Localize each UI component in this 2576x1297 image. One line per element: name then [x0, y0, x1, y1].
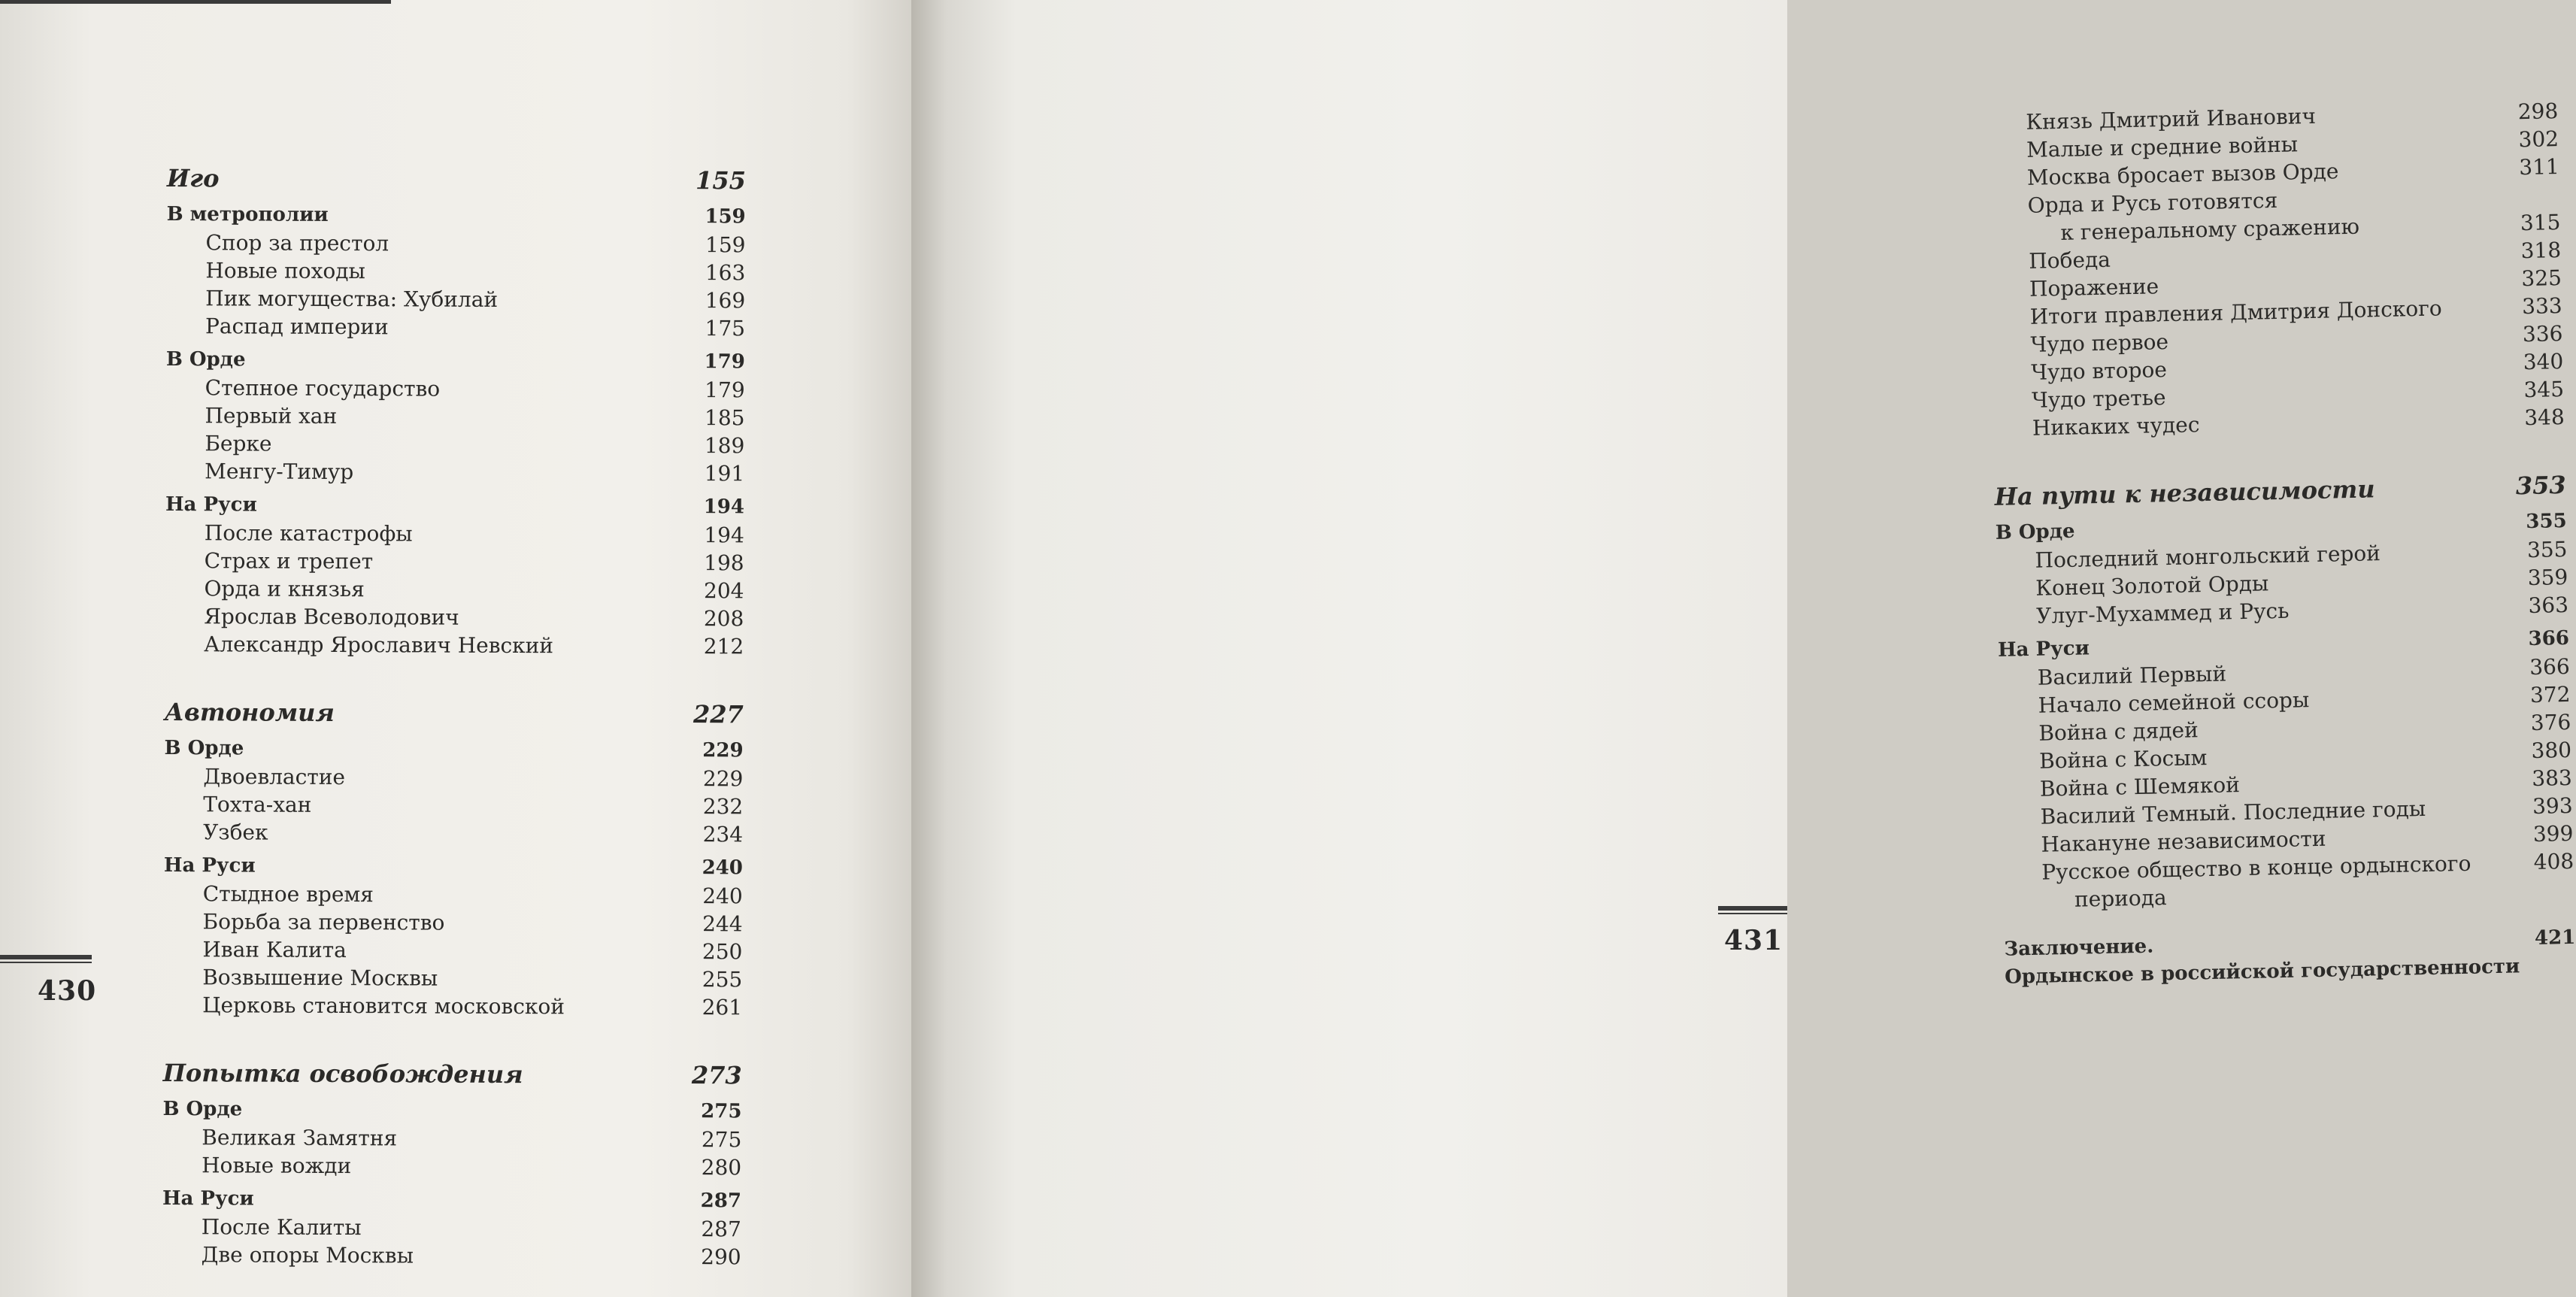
toc-entry-title: Орда и князья [204, 576, 365, 602]
toc-entry-page: 250 [702, 939, 743, 965]
toc-entry [165, 402, 744, 432]
toc-entry-title: После Калиты [201, 1214, 362, 1241]
toc-entry-page: 275 [701, 1127, 742, 1153]
toc-part-heading-title: Автономия [164, 697, 335, 727]
toc-entry-page: 287 [701, 1217, 741, 1242]
toc-entry [162, 1123, 741, 1153]
toc-section-heading [165, 735, 744, 765]
toc-entry-title: Страх и трепет [204, 548, 374, 574]
toc-entry-page: 208 [703, 606, 744, 632]
toc-entry-page: 194 [704, 523, 744, 548]
toc-entry [164, 818, 743, 848]
toc-entry [162, 1151, 741, 1181]
toc-entry-page: 399 [2532, 820, 2574, 847]
toc-entry [165, 429, 744, 459]
right-page-number: 431 [1724, 925, 1784, 956]
toc-entry-title: Конец Золотой Орды [2035, 571, 2269, 601]
toc-entry [166, 284, 745, 314]
toc-entry [164, 790, 743, 820]
toc-entry [165, 457, 744, 487]
toc-entry [165, 630, 744, 660]
toc-section-heading-title: В Орде [162, 1097, 243, 1121]
toc-entry-title: Две опоры Москвы [201, 1242, 414, 1268]
toc-entry-title: Пик могущества: Хубилай [205, 286, 499, 312]
toc-entry-page: 232 [702, 794, 744, 820]
toc-entry-title: Новые походы [205, 258, 365, 284]
page-number-rule-thin [0, 962, 92, 963]
toc-part-heading-title: Иго [166, 163, 220, 193]
toc-entry-title: Тохта-хан [203, 792, 312, 817]
toc-entry-title: Борьба за первенство [202, 909, 445, 935]
toc-entry-page: 240 [702, 883, 743, 909]
toc-entry-page: 408 [2533, 848, 2574, 874]
toc-entry-title: Стыдное время [202, 881, 374, 908]
toc-section-heading [162, 1185, 741, 1215]
toc-part-heading-title: На пути к независимости [1994, 474, 2375, 511]
toc-entry-title: Победа [2028, 247, 2111, 274]
toc-entry-page: 261 [702, 995, 743, 1020]
toc-entry-title: Князь Дмитрий Иванович [2026, 103, 2317, 135]
toc-entry-title: Накануне независимости [2041, 826, 2326, 857]
toc-entry-title: После катастрофы [204, 520, 413, 547]
toc-entry-title: Менгу-Тимур [205, 459, 354, 485]
toc-entry-page: 318 [2520, 238, 2562, 264]
toc-entry-page: 348 [2523, 404, 2565, 431]
toc-entry-title: Орда и Русь готовятся [2027, 187, 2278, 218]
toc-entry-page: 372 [2529, 681, 2571, 708]
toc-entry-page: 159 [705, 232, 746, 258]
toc-entry-title: Церковь становится московской [202, 992, 565, 1020]
toc-entry-title: Итоги правления Дмитрия Донского [2029, 295, 2443, 329]
toc-entry [166, 256, 745, 286]
toc-entry-page: 169 [705, 288, 746, 314]
toc-part-heading [165, 695, 744, 731]
toc-entry-page: 366 [2529, 653, 2571, 680]
toc-entry [163, 991, 742, 1021]
toc-section-heading-page: 229 [702, 739, 744, 762]
toc-section-heading-title: На Руси [162, 1186, 254, 1211]
left-page-number: 430 [38, 975, 97, 1007]
toc-section-heading-title: На Руси [165, 492, 257, 517]
toc-entry-title: Малые и средние войны [2026, 132, 2299, 162]
toc-entry [163, 963, 742, 993]
toc-entry-title: Война с Шемякой [2039, 772, 2241, 802]
toc-section-heading-title: В Орде [165, 347, 246, 371]
toc-entry [162, 1241, 741, 1271]
toc-entry-title: Никаких чудес [2032, 412, 2200, 441]
toc-entry [165, 519, 744, 549]
toc-entry-page: 325 [2521, 265, 2562, 292]
left-table-of-contents [162, 162, 746, 1271]
toc-entry-title: Чудо третье [2031, 385, 2166, 413]
toc-section-heading-page: 287 [700, 1189, 742, 1213]
toc-conclusion-title: Заключение. [2004, 935, 2154, 961]
toc-entry-title: Москва бросает вызов Орде [2026, 159, 2339, 190]
toc-section-heading-page: 355 [2526, 509, 2567, 534]
toc-entry-page: 363 [2528, 592, 2569, 619]
toc-entry-title: Василий Первый [2037, 661, 2227, 690]
toc-entry [163, 935, 742, 965]
toc-section-heading-page: 366 [2528, 626, 2570, 651]
toc-entry [165, 574, 744, 605]
toc-entry-page: 175 [705, 316, 746, 341]
toc-entry-page: 234 [702, 822, 744, 847]
toc-entry-page: 244 [702, 911, 743, 937]
toc-section-heading [166, 346, 745, 376]
toc-entry-page: 340 [2523, 349, 2564, 375]
toc-conclusion-subtitle-title: Ордынское в российской государственности [2004, 955, 2520, 989]
toc-entry-title: Степное государство [205, 375, 441, 402]
toc-entry [162, 1213, 741, 1243]
toc-section-heading-title: В метрополии [166, 202, 329, 226]
toc-section-heading [162, 1095, 741, 1126]
toc-entry-page: 290 [701, 1244, 741, 1270]
toc-entry-page: 189 [704, 433, 745, 459]
toc-conclusion-page: 421 [2534, 926, 2576, 950]
toc-section-heading-title: В Орде [164, 736, 244, 760]
toc-entry-page: 380 [2531, 737, 2572, 764]
toc-entry-title: Начало семейной ссоры [2038, 687, 2310, 718]
top-edge-strip [0, 0, 391, 4]
toc-entry [164, 762, 743, 792]
left-page [0, 0, 911, 1297]
toc-section-heading-page: 194 [703, 495, 745, 519]
toc-entry-title: Чудо второе [2031, 357, 2168, 385]
toc-entry-title: Ярослав Всеволодович [204, 604, 459, 630]
toc-section-heading [164, 852, 743, 882]
right-page-number-block [1718, 906, 1787, 956]
toc-entry-title: Последний монгольский герой [2035, 541, 2381, 573]
toc-entry-title: Иван Калита [202, 937, 347, 963]
toc-entry-page: 179 [705, 377, 745, 403]
toc-section-heading [167, 201, 746, 231]
toc-entry-title: Узбек [203, 820, 268, 845]
toc-entry-title: к генеральному сражению [2060, 214, 2360, 245]
toc-section-heading-page: 159 [705, 205, 746, 229]
toc-part-heading-page: 353 [2515, 470, 2567, 501]
toc-entry-title: Первый хан [205, 403, 338, 429]
toc-entry-page: 376 [2530, 709, 2571, 736]
toc-section-heading [165, 491, 744, 521]
toc-part-heading [167, 162, 746, 197]
toc-entry [165, 547, 744, 577]
page-number-rule [0, 955, 92, 959]
right-table-of-contents [1987, 97, 2576, 992]
toc-entry-page: 311 [2518, 154, 2560, 180]
toc-entry-title: Новые вожди [202, 1153, 352, 1179]
toc-entry [166, 312, 745, 342]
toc-entry-title: Василий Темный. Последние годы [2040, 795, 2426, 829]
toc-entry-page: 163 [705, 260, 746, 286]
toc-entry-page: 302 [2518, 126, 2559, 153]
toc-entry [164, 908, 743, 938]
toc-entry-title: Великая Замятня [202, 1125, 398, 1151]
toc-entry-title: Александр Ярославич Невский [204, 632, 554, 659]
toc-part-heading [1994, 468, 2566, 514]
page-number-rule-thin [1718, 913, 1787, 914]
toc-entry-title: Улуг-Мухаммед и Русь [2035, 598, 2290, 629]
toc-entry-title: Русское общество в конце ордынского [2041, 850, 2471, 885]
toc-entry [166, 229, 745, 259]
toc-part-heading-page: 273 [691, 1061, 742, 1090]
toc-entry-title: периода [2074, 885, 2167, 912]
toc-entry-page: 333 [2521, 293, 2562, 320]
toc-part-heading [163, 1056, 742, 1092]
toc-entry-page: 315 [2520, 210, 2561, 236]
toc-entry-page: 393 [2532, 792, 2573, 819]
right-page [911, 0, 2576, 1297]
toc-entry-title: Спор за престол [205, 230, 389, 256]
toc-entry-page: 198 [704, 550, 744, 576]
toc-entry-title: Двоевластие [203, 764, 346, 790]
toc-entry-page: 355 [2526, 536, 2568, 563]
toc-section-heading-page: 240 [702, 856, 743, 880]
toc-entry-title: Берке [205, 431, 272, 456]
toc-section-heading-page: 179 [704, 350, 745, 374]
toc-part-heading-page: 155 [696, 166, 746, 195]
toc-entry-page: 185 [704, 405, 745, 431]
toc-entry-title: Возвышение Москвы [202, 965, 438, 991]
toc-entry-page: 255 [702, 967, 743, 992]
toc-entry-page: 229 [702, 766, 744, 792]
left-page-number-block [0, 955, 96, 1007]
toc-entry-title: Поражение [2029, 274, 2159, 302]
toc-entry-page: 298 [2517, 98, 2559, 125]
toc-entry-page: 345 [2523, 377, 2565, 403]
toc-entry-title: Война с дядей [2038, 717, 2199, 746]
toc-section-heading-title: На Руси [163, 853, 256, 877]
toc-entry-title: Чудо первое [2030, 329, 2169, 357]
toc-part-heading-page: 227 [692, 700, 744, 729]
toc-entry [164, 880, 743, 910]
toc-entry-page: 336 [2522, 321, 2563, 347]
toc-entry-title: Война с Косым [2038, 745, 2208, 774]
page-number-rule [1718, 906, 1787, 911]
toc-entry-page: 359 [2527, 564, 2568, 591]
toc-entry-page: 204 [703, 578, 744, 604]
toc-entry-page: 212 [703, 634, 744, 659]
toc-section-heading-title: На Руси [1997, 637, 2090, 662]
toc-entry [165, 602, 744, 632]
toc-section-heading-page: 275 [701, 1100, 742, 1123]
toc-entry-page: 280 [701, 1155, 742, 1180]
toc-entry-page: 383 [2532, 765, 2573, 792]
toc-entry-page: 191 [704, 461, 745, 486]
toc-entry [166, 374, 745, 404]
toc-part-heading-title: Попытка освобождения [162, 1058, 523, 1089]
toc-entry-title: Распад империи [205, 314, 389, 340]
toc-section-heading-title: В Орде [1995, 520, 2075, 544]
